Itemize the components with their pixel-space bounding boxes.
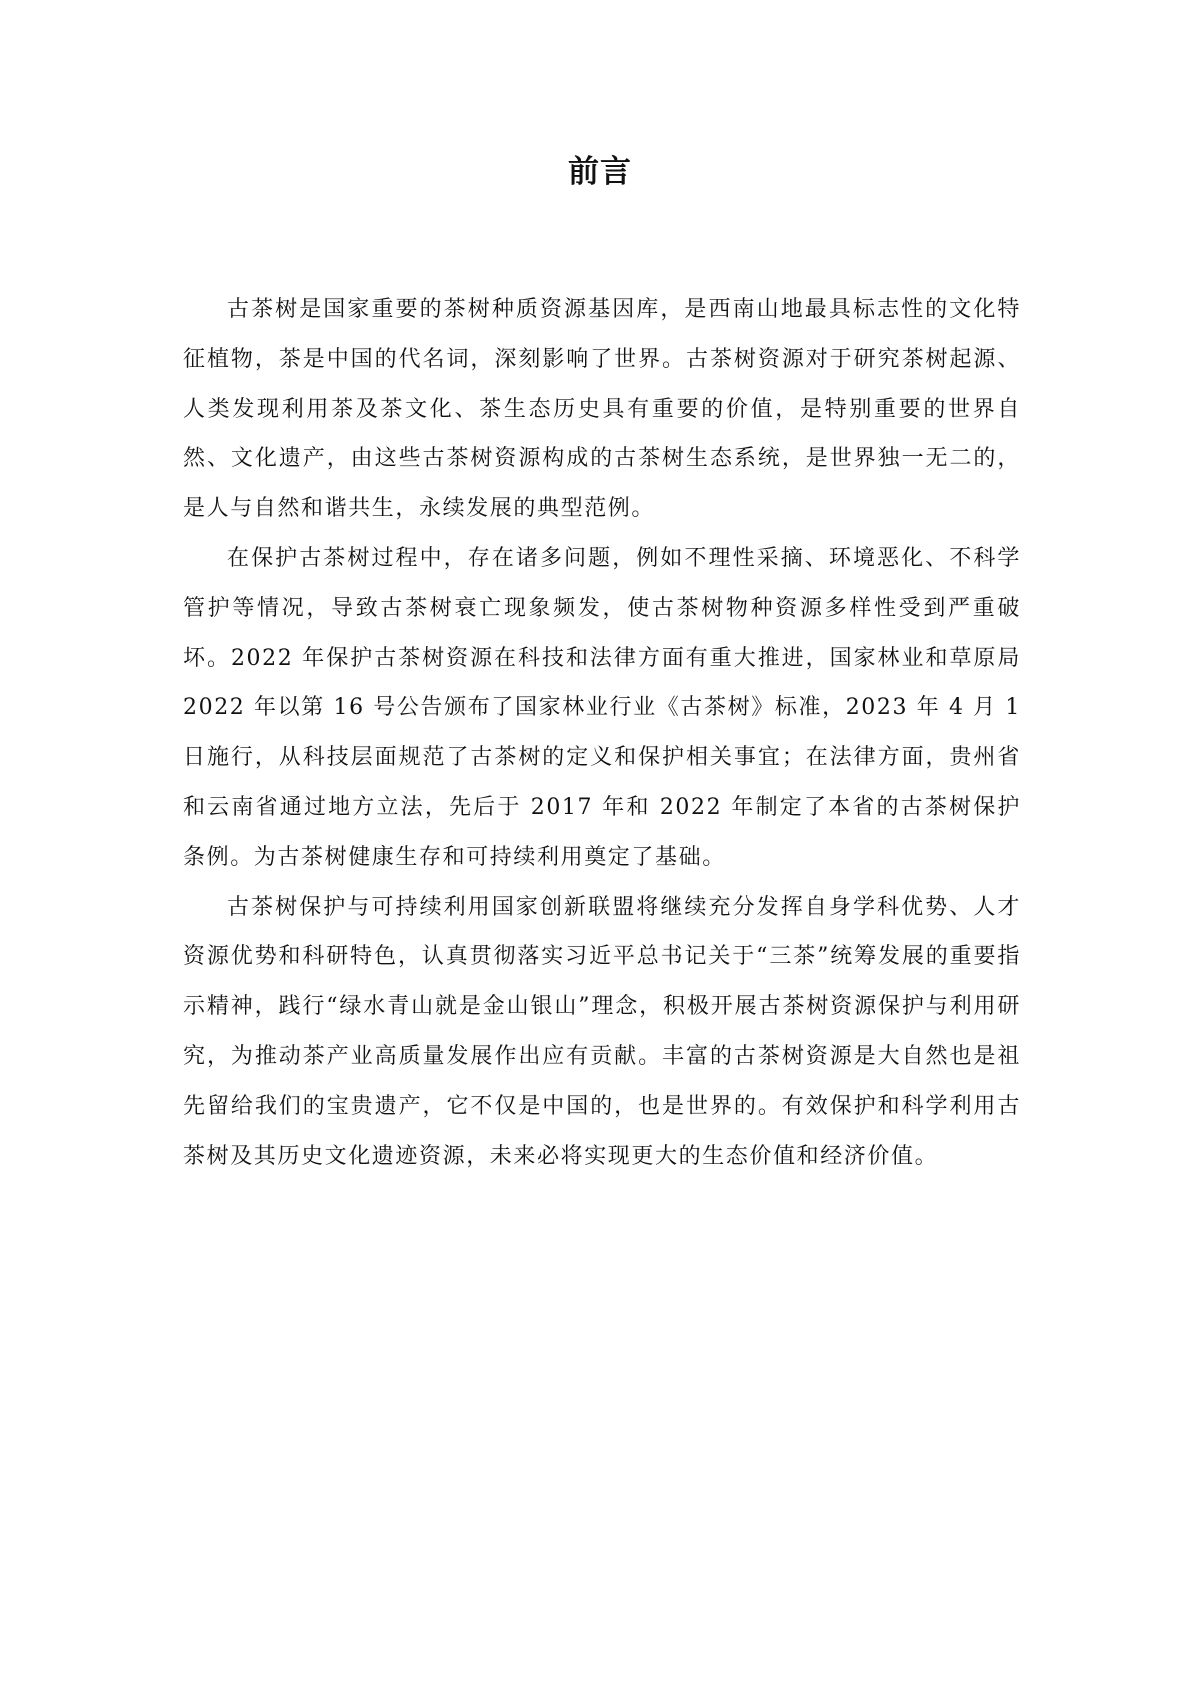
paragraph-3: 古茶树保护与可持续利用国家创新联盟将继续充分发挥自身学科优势、人才资源优势和科研特色，认真贯彻落实习近平总书记关于“三茶”统筹发展的重要指示精神，践行“绿水青山就是金山银山”理念，积极开展古茶树资源保护与利用研究，为推动茶产业高质量发展作出应有贡献。丰富的古茶树资源是大自然也是祖先留给我们的宝贵遗产，它不仅是中国的，也是世界的。有效保护和科学利用古茶树及其历史文化遗迹资源，未来必将实现更大的生态价值和经济价值。 (183, 894, 1021, 1169)
preface-body (183, 285, 1021, 1181)
page-title: 前言 (568, 154, 632, 190)
paragraph-2: 在保护古茶树过程中，存在诸多问题，例如不理性采摘、环境恶化、不科学管护等情况，导致古茶树衰亡现象频发，使古茶树物种资源多样性受到严重破坏。2022 年保护古茶树资源在科技和法律方面有重大推进，国家林业和草原局 2022 年以第 16 号公告颁布了国家林业行业《古茶树》标准，2023 年 4 月 1 日施行，从科技层面规范了古茶树的定义和保护相关事宜；在法律方面，贵州省和云南省通过地方立法，先后于 2017 年和 2022 年制定了本省的古茶树保护条例。为古茶树健康生存和可持续利用奠定了基础。 (183, 545, 1021, 870)
paragraph-1: 古茶树是国家重要的茶树种质资源基因库，是西南山地最具标志性的文化特征植物，茶是中国的代名词，深刻影响了世界。古茶树资源对于研究茶树起源、人类发现利用茶及茶文化、茶生态历史具有重要的价值，是特别重要的世界自然、文化遗产，由这些古茶树资源构成的古茶树生态系统，是世界独一无二的，是人与自然和谐共生，永续发展的典型范例。 (183, 297, 1021, 522)
